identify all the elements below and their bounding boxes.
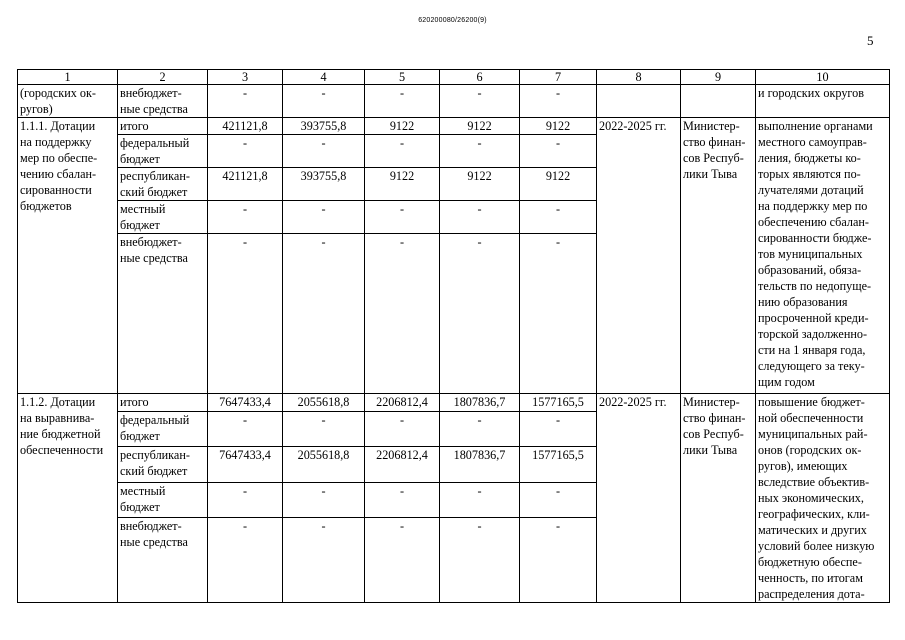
executor-cell: Министер- ство финан- сов Респуб- лики Тыва bbox=[681, 394, 756, 603]
value-cell: - bbox=[208, 234, 283, 394]
value-cell: - bbox=[283, 482, 365, 517]
executor-cell bbox=[681, 85, 756, 118]
value-cell: - bbox=[208, 135, 283, 168]
value-cell: - bbox=[440, 201, 520, 234]
header-cell: 10 bbox=[756, 70, 890, 85]
header-row bbox=[18, 70, 890, 85]
value-cell: - bbox=[208, 201, 283, 234]
value-cell: - bbox=[520, 234, 597, 394]
table-row bbox=[18, 118, 890, 135]
header-cell: 4 bbox=[283, 70, 365, 85]
value-cell: 1577165,5 bbox=[520, 394, 597, 412]
funding-source-cell: республикан- ский бюджет bbox=[118, 168, 208, 201]
value-cell: - bbox=[365, 412, 440, 447]
funding-source-cell: федеральный бюджет bbox=[118, 412, 208, 447]
value-cell: - bbox=[208, 517, 283, 602]
header-cell: 1 bbox=[18, 70, 118, 85]
value-cell: 9122 bbox=[520, 168, 597, 201]
table-row bbox=[18, 394, 890, 412]
result-cell: и городских округов bbox=[756, 85, 890, 118]
header-cell: 3 bbox=[208, 70, 283, 85]
funding-source-cell: внебюджет- ные средства bbox=[118, 517, 208, 602]
funding-source-cell: местный бюджет bbox=[118, 201, 208, 234]
value-cell: 7647433,4 bbox=[208, 447, 283, 482]
value-cell: - bbox=[440, 135, 520, 168]
value-cell: - bbox=[365, 85, 440, 118]
value-cell: - bbox=[283, 234, 365, 394]
value-cell: 9122 bbox=[365, 168, 440, 201]
period-cell bbox=[597, 85, 681, 118]
funding-source-cell: итого bbox=[118, 118, 208, 135]
value-cell: - bbox=[440, 482, 520, 517]
value-cell: - bbox=[365, 135, 440, 168]
value-cell: 2206812,4 bbox=[365, 394, 440, 412]
value-cell: - bbox=[440, 412, 520, 447]
value-cell: - bbox=[520, 85, 597, 118]
value-cell: - bbox=[520, 201, 597, 234]
value-cell: - bbox=[520, 412, 597, 447]
period-cell: 2022-2025 гг. bbox=[597, 394, 681, 603]
value-cell: - bbox=[283, 412, 365, 447]
value-cell: - bbox=[365, 517, 440, 602]
value-cell: - bbox=[440, 85, 520, 118]
value-cell: 393755,8 bbox=[283, 118, 365, 135]
value-cell: - bbox=[283, 85, 365, 118]
measure-name-cell: (городских ок- ругов) bbox=[18, 85, 118, 118]
header-cell: 9 bbox=[681, 70, 756, 85]
value-cell: 2206812,4 bbox=[365, 447, 440, 482]
funding-source-cell: местный бюджет bbox=[118, 482, 208, 517]
result-cell: повышение бюджет- ной обеспеченности муниципальных рай- онов (городских ок- ругов), имеющих вследствие объектив- ных экономических, географических, кли- матических и других условий более низкую бюджетную обеспе- ченность, по итогам распределения дота- bbox=[756, 394, 890, 603]
measure-name-cell: 1.1.2. Дотации на выравнива- ние бюджетной обеспеченности bbox=[18, 394, 118, 603]
executor-cell: Министер- ство финан- сов Респуб- лики Тыва bbox=[681, 118, 756, 394]
continuation-row bbox=[18, 85, 890, 118]
value-cell: 9122 bbox=[440, 168, 520, 201]
value-cell: 9122 bbox=[520, 118, 597, 135]
value-cell: 2055618,8 bbox=[283, 447, 365, 482]
header-cell: 6 bbox=[440, 70, 520, 85]
funding-source-cell: внебюджет- ные средства bbox=[118, 85, 208, 118]
header-cell: 8 bbox=[597, 70, 681, 85]
value-cell: - bbox=[440, 234, 520, 394]
value-cell: - bbox=[283, 201, 365, 234]
value-cell: 2055618,8 bbox=[283, 394, 365, 412]
value-cell: 421121,8 bbox=[208, 168, 283, 201]
value-cell: 1807836,7 bbox=[440, 394, 520, 412]
document-id: 620200080/26200(9) bbox=[418, 17, 487, 24]
value-cell: - bbox=[283, 135, 365, 168]
value-cell: 421121,8 bbox=[208, 118, 283, 135]
value-cell: - bbox=[520, 517, 597, 602]
budget-table bbox=[17, 69, 890, 603]
header-cell: 7 bbox=[520, 70, 597, 85]
value-cell: - bbox=[520, 482, 597, 517]
result-cell: выполнение органами местного самоуправ- ления, бюджеты ко- торых являются по- лучателями дотаций на поддержку мер по обеспечению сбалан- сированности бюдже- тов муниципальных образований, обяза- тельств по недопуще- нию образования просроченной креди- торской задолженно- сти на 1 января года, следующего за теку- щим годом bbox=[756, 118, 890, 394]
value-cell: - bbox=[365, 234, 440, 394]
value-cell: - bbox=[365, 482, 440, 517]
value-cell: 9122 bbox=[365, 118, 440, 135]
page-number: 5 bbox=[867, 33, 874, 48]
header-cell: 2 bbox=[118, 70, 208, 85]
header-cell: 5 bbox=[365, 70, 440, 85]
funding-source-cell: итого bbox=[118, 394, 208, 412]
funding-source-cell: внебюджет- ные средства bbox=[118, 234, 208, 394]
value-cell: - bbox=[520, 135, 597, 168]
measure-name-cell: 1.1.1. Дотации на поддержку мер по обеспе- чению сбалан- сированности бюджетов bbox=[18, 118, 118, 394]
funding-source-cell: федеральный бюджет bbox=[118, 135, 208, 168]
value-cell: 1807836,7 bbox=[440, 447, 520, 482]
funding-source-cell: республикан- ский бюджет bbox=[118, 447, 208, 482]
value-cell: 1577165,5 bbox=[520, 447, 597, 482]
value-cell: - bbox=[208, 85, 283, 118]
period-cell: 2022-2025 гг. bbox=[597, 118, 681, 394]
value-cell: - bbox=[440, 517, 520, 602]
value-cell: - bbox=[283, 517, 365, 602]
value-cell: 393755,8 bbox=[283, 168, 365, 201]
value-cell: 9122 bbox=[440, 118, 520, 135]
value-cell: - bbox=[208, 482, 283, 517]
value-cell: - bbox=[208, 412, 283, 447]
value-cell: 7647433,4 bbox=[208, 394, 283, 412]
value-cell: - bbox=[365, 201, 440, 234]
